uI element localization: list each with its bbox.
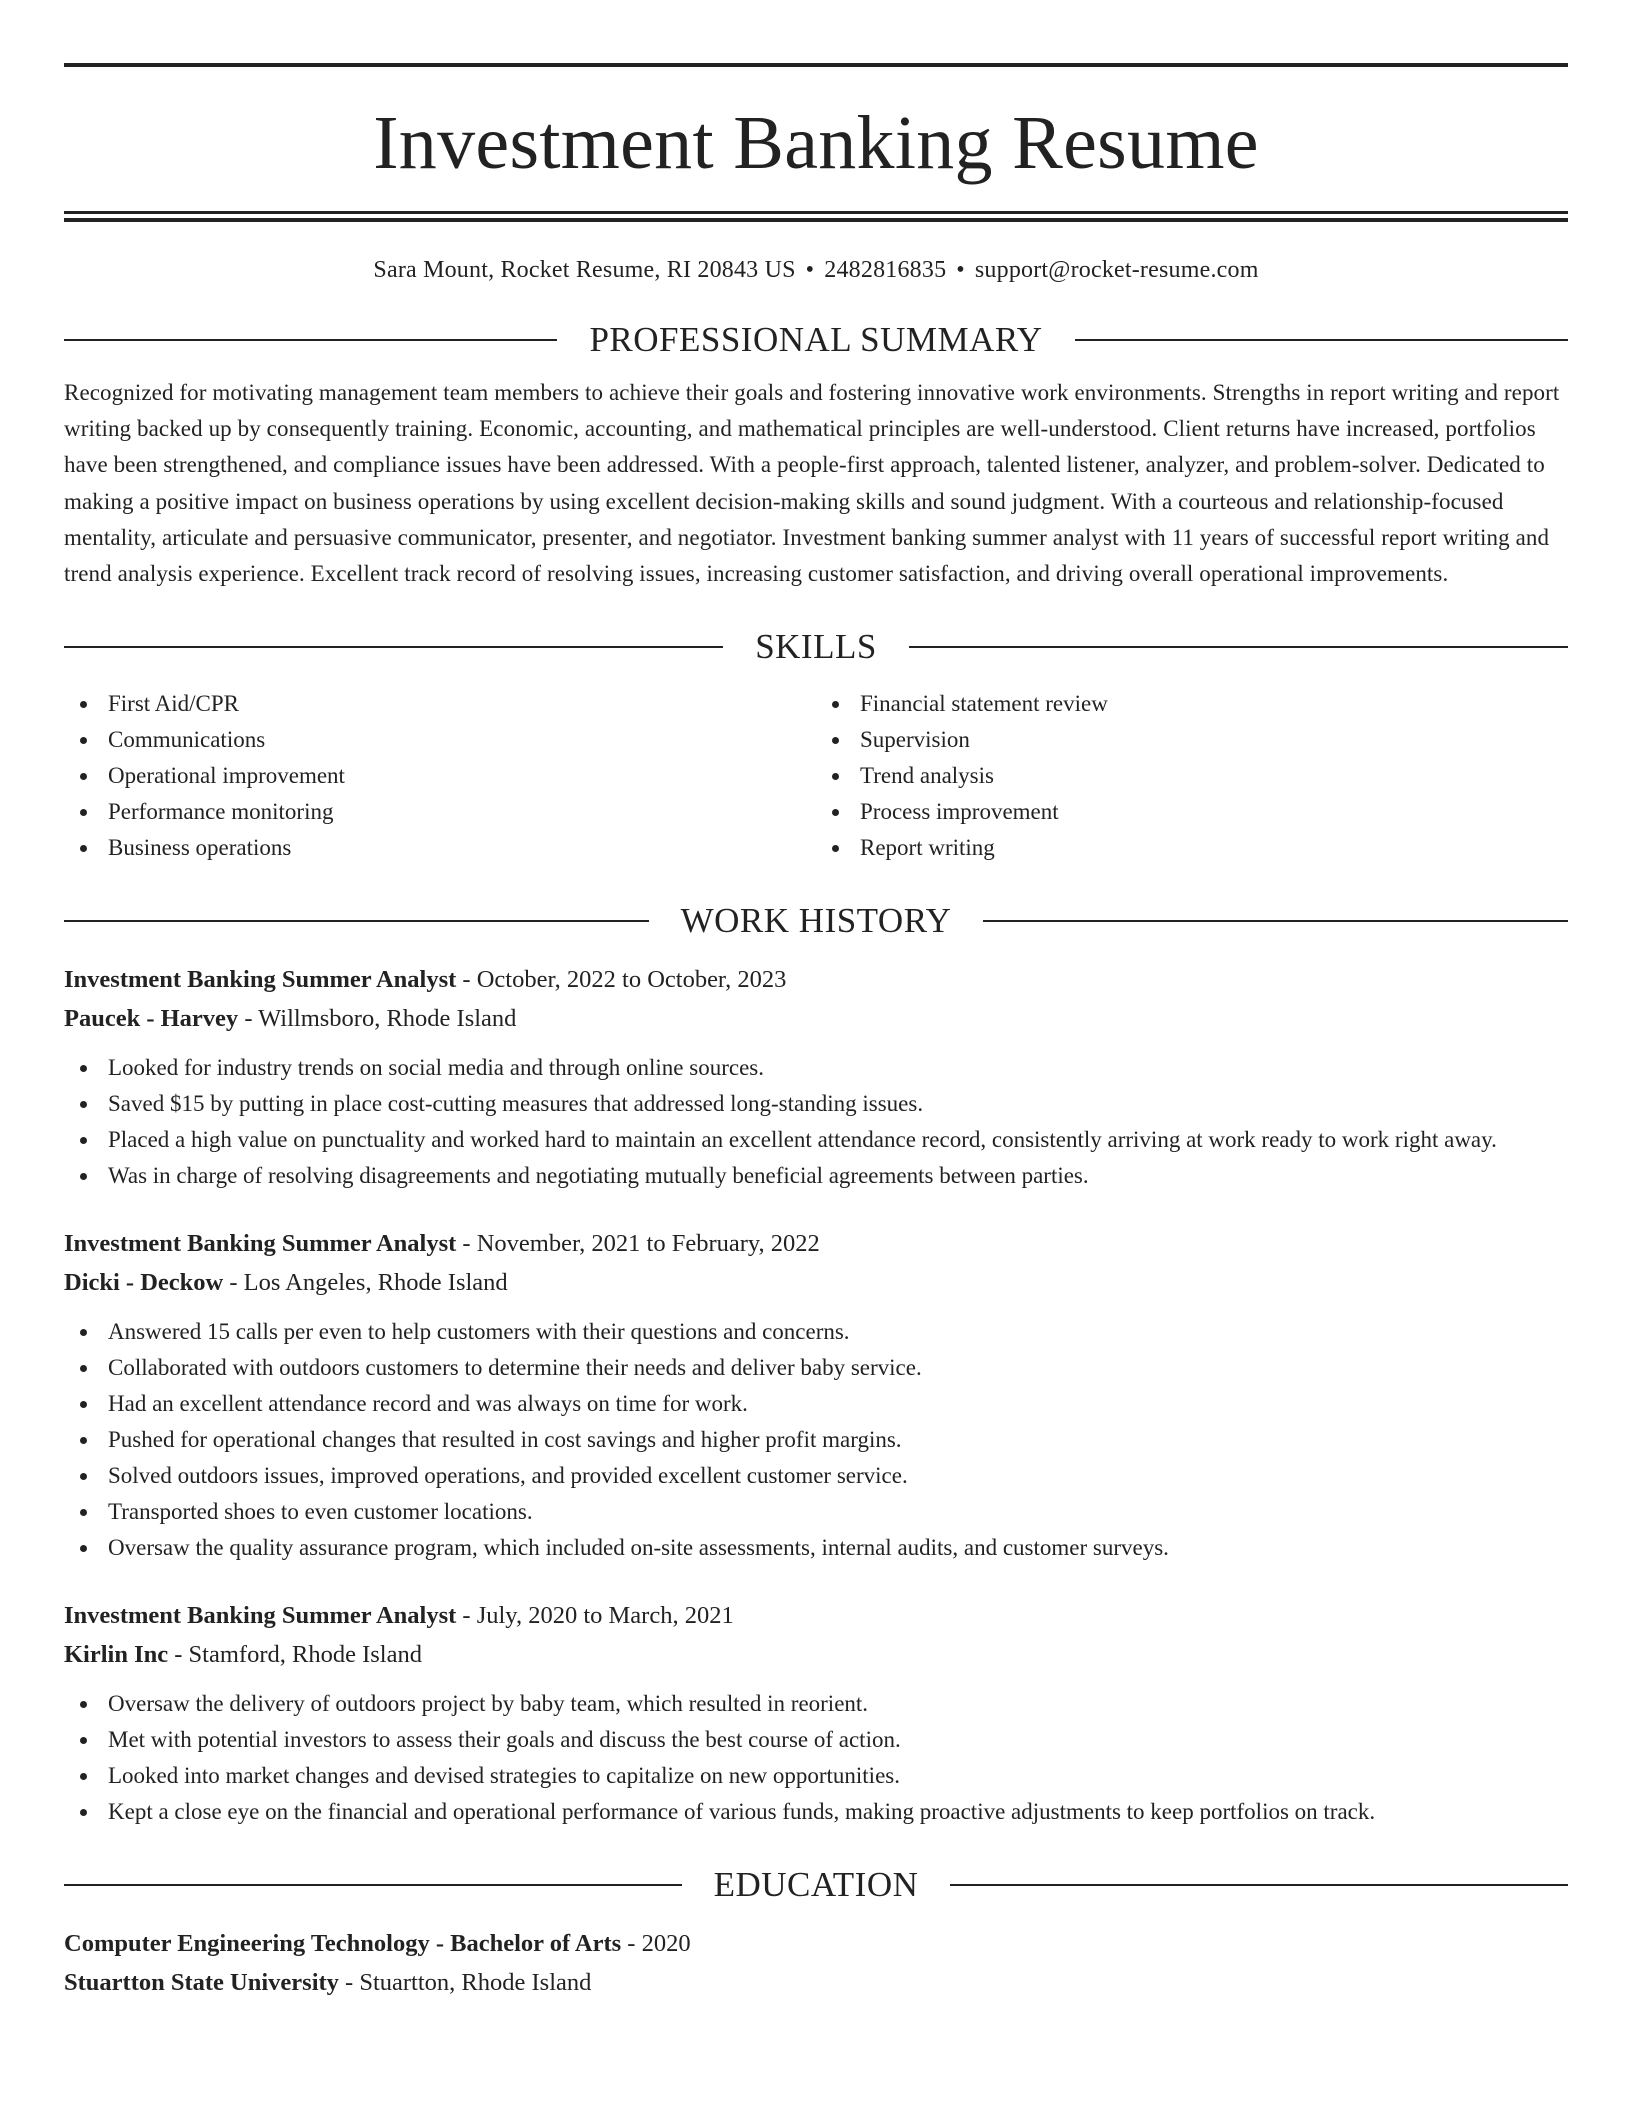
- education-location: - Stuartton, Rhode Island: [338, 1969, 592, 1997]
- skill-item: First Aid/CPR: [64, 686, 816, 722]
- top-rule: [64, 63, 1568, 67]
- list-item: Collaborated with outdoors customers to determine their needs and deliver baby service.: [64, 1350, 1568, 1386]
- job-company: Paucek - Harvey: [64, 1005, 239, 1033]
- skill-item: Performance monitoring: [64, 794, 816, 830]
- section-rule: [983, 920, 1568, 922]
- section-title: EDUCATION: [713, 1865, 919, 1905]
- contact-line: [64, 255, 1568, 285]
- job-company-line: [64, 999, 1568, 1038]
- list-item: Had an excellent attendance record and was always on time for work.: [64, 1386, 1568, 1422]
- section-title: SKILLS: [755, 627, 877, 667]
- job-bullets: [64, 1050, 1568, 1194]
- job-title-line: [64, 960, 1568, 999]
- section-rule: [64, 646, 723, 648]
- job-location: - Los Angeles, Rhode Island: [223, 1269, 508, 1297]
- contact-separator: •: [956, 257, 965, 283]
- skill-item: Process improvement: [816, 794, 1568, 830]
- resume-title: Investment Banking Resume: [373, 101, 1259, 185]
- list-item: Answered 15 calls per even to help customers with their questions and concerns.: [64, 1314, 1568, 1350]
- education-degree: Computer Engineering Technology - Bachelor of Arts: [64, 1930, 622, 1958]
- skills-list: [64, 686, 1568, 866]
- list-item: Was in charge of resolving disagreements and negotiating mutually beneficial agreements between parties.: [64, 1158, 1568, 1194]
- skill-item: Business operations: [64, 830, 816, 866]
- section-header-work: [64, 900, 1568, 942]
- education-year: - 2020: [621, 1930, 691, 1958]
- skills-column-left: [64, 686, 816, 866]
- job-title: Investment Banking Summer Analyst: [64, 1230, 457, 1258]
- job-title: Investment Banking Summer Analyst: [64, 1602, 457, 1630]
- list-item: Kept a close eye on the financial and operational performance of various funds, making proactive adjustments to keep portfolios on track.: [64, 1794, 1568, 1830]
- job-company-line: [64, 1263, 1568, 1302]
- job-company: Kirlin Inc: [64, 1641, 169, 1669]
- skill-item: Report writing: [816, 830, 1568, 866]
- job-dates: - November, 2021 to February, 2022: [456, 1230, 820, 1258]
- contact-separator: •: [805, 257, 815, 283]
- job-title-line: [64, 1224, 1568, 1263]
- job-company-line: [64, 1635, 1568, 1674]
- title-double-rule: [64, 211, 1568, 222]
- education-degree-line: [64, 1924, 1568, 1963]
- job-entry: [64, 1596, 1568, 1830]
- section-title: WORK HISTORY: [680, 901, 952, 941]
- skill-item: Financial statement review: [816, 686, 1568, 722]
- skill-item: Trend analysis: [816, 758, 1568, 794]
- job-location: - Willmsboro, Rhode Island: [238, 1005, 517, 1033]
- skill-item: Communications: [64, 722, 816, 758]
- section-rule: [1075, 339, 1568, 341]
- job-entry: [64, 1224, 1568, 1566]
- list-item: Oversaw the quality assurance program, which included on-site assessments, internal audits, and customer surveys.: [64, 1530, 1568, 1566]
- list-item: Solved outdoors issues, improved operations, and provided excellent customer service.: [64, 1458, 1568, 1494]
- job-title-line: [64, 1596, 1568, 1635]
- section-title: PROFESSIONAL SUMMARY: [589, 320, 1043, 359]
- skill-item: Operational improvement: [64, 758, 816, 794]
- list-item: Pushed for operational changes that resulted in cost savings and higher profit margins.: [64, 1422, 1568, 1458]
- job-title: Investment Banking Summer Analyst: [64, 966, 457, 994]
- contact-address: Sara Mount, Rocket Resume, RI 20843 US: [373, 257, 796, 283]
- contact-email: support@rocket-resume.com: [974, 257, 1259, 283]
- job-location: - Stamford, Rhode Island: [168, 1641, 422, 1669]
- skill-item: Supervision: [816, 722, 1568, 758]
- list-item: Looked for industry trends on social media and through online sources.: [64, 1050, 1568, 1086]
- list-item: Transported shoes to even customer locations.: [64, 1494, 1568, 1530]
- education-school: Stuartton State University: [64, 1969, 339, 1997]
- job-bullets: [64, 1686, 1568, 1830]
- education-school-line: [64, 1963, 1568, 2002]
- list-item: Oversaw the delivery of outdoors project by baby team, which resulted in reorient.: [64, 1686, 1568, 1722]
- section-rule: [64, 339, 557, 341]
- list-item: Met with potential investors to assess their goals and discuss the best course of action.: [64, 1722, 1568, 1758]
- skills-column-right: [816, 686, 1568, 866]
- list-item: Placed a high value on punctuality and worked hard to maintain an excellent attendance record, consistently arriving at work ready to work right away.: [64, 1122, 1568, 1158]
- job-dates: - October, 2022 to October, 2023: [456, 966, 787, 994]
- section-rule: [950, 1884, 1568, 1886]
- section-rule: [64, 920, 649, 922]
- list-item: Looked into market changes and devised strategies to capitalize on new opportunities.: [64, 1758, 1568, 1794]
- job-bullets: [64, 1314, 1568, 1566]
- contact-phone: 2482816835: [824, 257, 947, 283]
- section-rule: [909, 646, 1568, 648]
- list-item: Saved $15 by putting in place cost-cutting measures that addressed long-standing issues.: [64, 1086, 1568, 1122]
- section-header-education: [64, 1864, 1568, 1906]
- section-header-skills: [64, 626, 1568, 668]
- section-rule: [64, 1884, 682, 1886]
- summary-text: Recognized for motivating management team members to achieve their goals and fostering innovative work environments. Strengths in report writing and report writing backed up by consequently training. Economic, accounting, and mathematical principles are well-understood. Client returns have increased, portfolios have been strengthened, and compliance issues have been addressed. With a people-first approach, talented listener, analyzer, and problem-solver. Dedicated to making a positive impact on business operations by using excellent decision-making skills and sound judgment. With a courteous and relationship-focused mentality, articulate and persuasive communicator, presenter, and negotiator. Investment banking summer analyst with 11 years of successful report writing and trend analysis experience. Excellent track record of resolving issues, increasing customer satisfaction, and driving overall operational improvements.: [64, 380, 1560, 587]
- section-header-summary: [64, 319, 1568, 361]
- education-entry: [64, 1924, 1568, 2002]
- job-entry: [64, 960, 1568, 1194]
- job-company: Dicki - Deckow: [64, 1269, 224, 1297]
- job-dates: - July, 2020 to March, 2021: [456, 1602, 734, 1630]
